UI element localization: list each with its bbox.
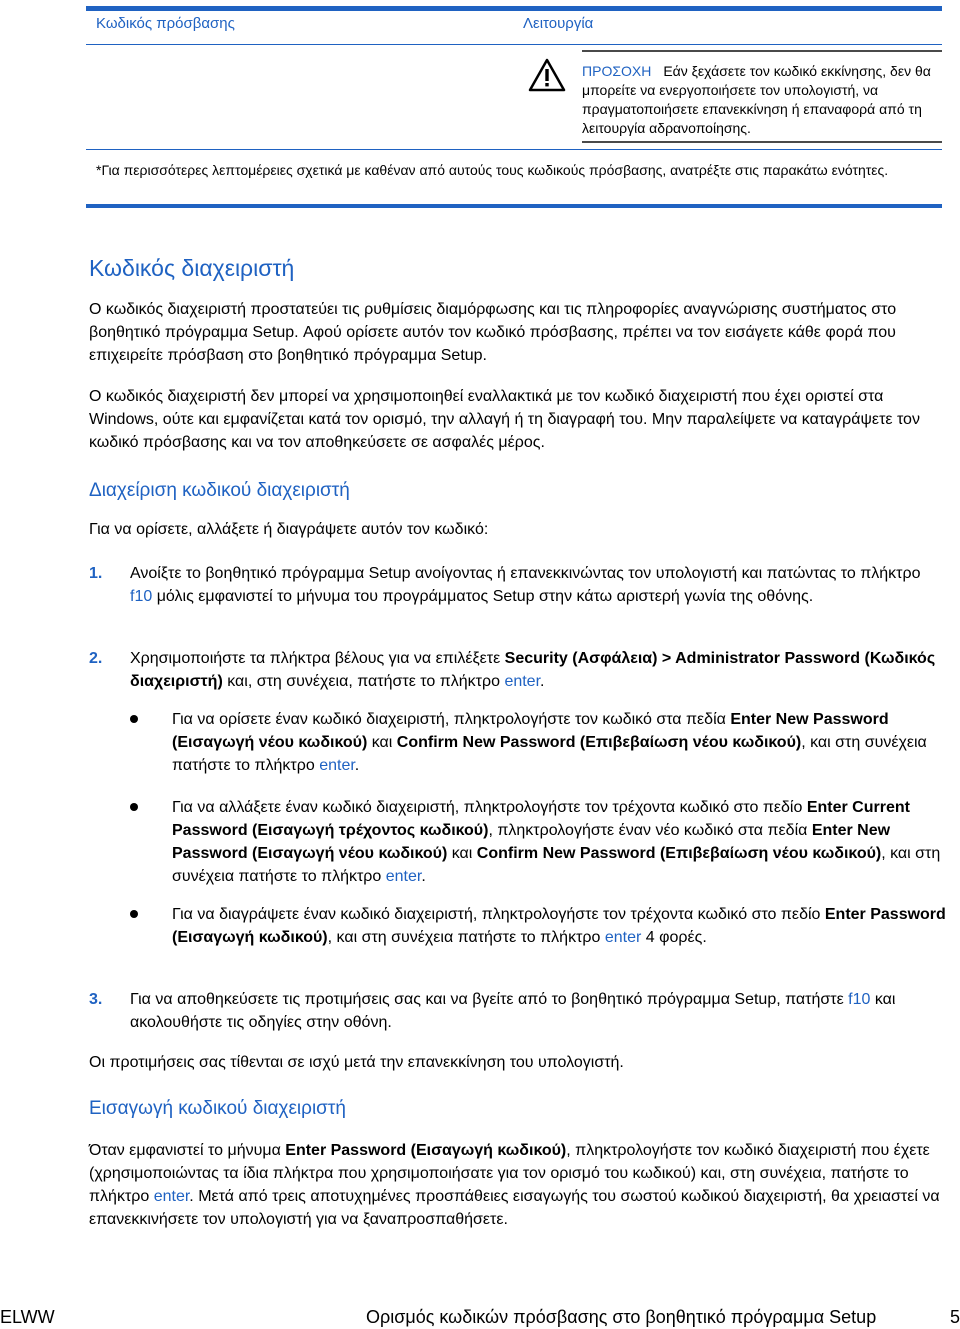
manage-outro: Οι προτιμήσεις σας τίθενται σε ισχύ μετά την επανεκκίνηση του υπολογιστή. (89, 1054, 624, 1071)
key-enter: enter (385, 868, 422, 885)
table-top-rule (86, 6, 942, 11)
step-2-number: 2. (89, 650, 103, 667)
bullet-delete-password: Για να διαγράψετε έναν κωδικό διαχειριστή, πληκτρολογήστε τον τρέχοντα κωδικό στο πεδίο Enter Password (Εισαγωγή κωδικού), και στη συνέχεια πατήστε το πλήκτρο enter 4 φορές. (172, 906, 946, 946)
key-f10: f10 (130, 588, 153, 605)
caution-body: Εάν ξεχάσετε τον κωδικό εκκίνησης, δεν θα μπορείτε να ενεργοποιήσετε τον υπολογιστή, να πραγματοποιήσετε επανεκκίνηση ή επαναφορά από τη λειτουργία αδρανοποίησης. (582, 63, 931, 136)
manage-intro: Για να ορίσετε, αλλάξετε ή διαγράψετε αυτόν τον κωδικό: (89, 521, 489, 538)
warning-triangle-icon (528, 58, 566, 92)
step-3-text: Για να αποθηκεύσετε τις προτιμήσεις σας και να βγείτε από το βοηθητικό πρόγραμμα Setup, πατήστε f10 και ακολουθήστε τις οδηγίες στην οθόνη. (130, 991, 896, 1031)
table-header-password: Κωδικός πρόσβασης (96, 15, 235, 32)
key-enter: enter (319, 757, 355, 774)
enter-section-paragraph: Όταν εμφανιστεί το μήνυμα Enter Password (Εισαγωγή κωδικού), πληκτρολογήστε τον κωδικό διαχειριστή που έχετε (χρησιμοποιώντας τα ίδια πλήκτρα που χρησιμοποιήσατε για τον ορισμό του κωδικού) και, στη συνέχεια, πατήστε το πλήκτρο enter. Μετά από τρεις αποτυχημένες προσπάθειες εισαγωγής του σωστού κωδικού διαχειριστή, θα χρειαστεί να επανεκκινήσετε τον υπολογιστή για να ξαναπροσπαθήσετε. (89, 1142, 940, 1228)
section-paragraph-2: Ο κωδικός διαχειριστή δεν μπορεί να χρησιμοποιηθεί εναλλακτικά με τον κωδικό διαχειριστή που έχει οριστεί στα Windows, ούτε και εμφανίζεται κατά τον ορισμό, την αλλαγή ή τη διαγραφή του. Μην παραλείψετε να καταγράψετε τον κωδικό πρόσβασης και να τον αποθηκεύσετε σε ασφαλές μέρος. (89, 388, 920, 451)
key-enter: enter (504, 673, 541, 690)
bullet-set-password: Για να ορίσετε έναν κωδικό διαχειριστή, πληκτρολογήστε τον κωδικό στα πεδία Enter New Password (Εισαγωγή νέου κωδικού) και Confirm New Password (Επιβεβαίωση νέου κωδικού), και στη συνέχεια πατήστε το πλήκτρο enter. (172, 711, 927, 774)
bullet-dot (130, 715, 138, 723)
enter-section-title: Εισαγωγή κωδικού διαχειριστή (89, 1098, 346, 1119)
caution-top-rule (582, 50, 942, 52)
step-1-number: 1. (89, 565, 103, 582)
caution-bottom-rule (582, 141, 942, 143)
table-footnote: *Για περισσότερες λεπτομέρειες σχετικά με καθέναν από αυτούς τους κωδικούς πρόσβασης, ανατρέξτε στις παρακάτω ενότητες. (96, 162, 889, 178)
footer-doc-code: ELWW (0, 1307, 55, 1327)
section-title: Κωδικός διαχειριστή (89, 255, 295, 281)
key-enter: enter (604, 929, 642, 946)
footer-page-number: 5 (950, 1307, 960, 1327)
step-2-text: Χρησιμοποιήστε τα πλήκτρα βέλους για να επιλέξετε Security (Ασφάλεια) > Administrator Password (Κωδικός διαχειριστή) και, στη συνέχεια, πατήστε το πλήκτρο enter. (130, 650, 936, 690)
bullet-change-password: Για να αλλάξετε έναν κωδικό διαχειριστή, πληκτρολογήστε τον τρέχοντα κωδικό στο πεδίο Enter Current Password (Εισαγωγή τρέχοντος κωδικού), πληκτρολογήστε έναν νέο κωδικό στα πεδία Enter New Password (Εισαγωγή νέου κωδικού) και Confirm New Password (Επιβεβαίωση νέου κωδικού), και στη συνέχεια πατήστε το πλήκτρο enter. (172, 799, 941, 885)
key-enter: enter (153, 1188, 190, 1205)
caution-label: ΠΡΟΣΟΧΗ (582, 63, 652, 79)
step-3-number: 3. (89, 991, 103, 1008)
step-1-text: Ανοίξτε το βοηθητικό πρόγραμμα Setup ανοίγοντας ή επανεκκινώντας τον υπολογιστή και πατώντας το πλήκτρο f10 μόλις εμφανιστεί το μήνυμα του προγράμματος Setup στην κάτω αριστερή γωνία της οθόνης. (130, 565, 921, 605)
bullet-dot (130, 910, 138, 918)
caution-note (582, 62, 942, 138)
footer-chapter-title: Ορισμός κωδικών πρόσβασης στο βοηθητικό πρόγραμμα Setup (366, 1307, 877, 1327)
key-f10: f10 (848, 991, 871, 1008)
table-row-rule (86, 149, 942, 150)
section-paragraph-1: Ο κωδικός διαχειριστή προστατεύει τις ρυθμίσεις διαμόρφωσης και τις πληροφορίες αναγνώρισης συστήματος στο βοηθητικό πρόγραμμα Setup. Αφού ορίσετε αυτόν τον κωδικό πρόσβασης, πρέπει να τον εισάγετε κάθε φορά που επιχειρείτε πρόσβαση στο βοηθητικό πρόγραμμα Setup. (89, 301, 897, 364)
table-bottom-rule (86, 204, 942, 208)
table-header-rule (86, 44, 942, 45)
manage-title: Διαχείριση κωδικού διαχειριστή (89, 480, 350, 501)
table-header-function: Λειτουργία (523, 15, 594, 32)
bullet-dot (130, 803, 138, 811)
